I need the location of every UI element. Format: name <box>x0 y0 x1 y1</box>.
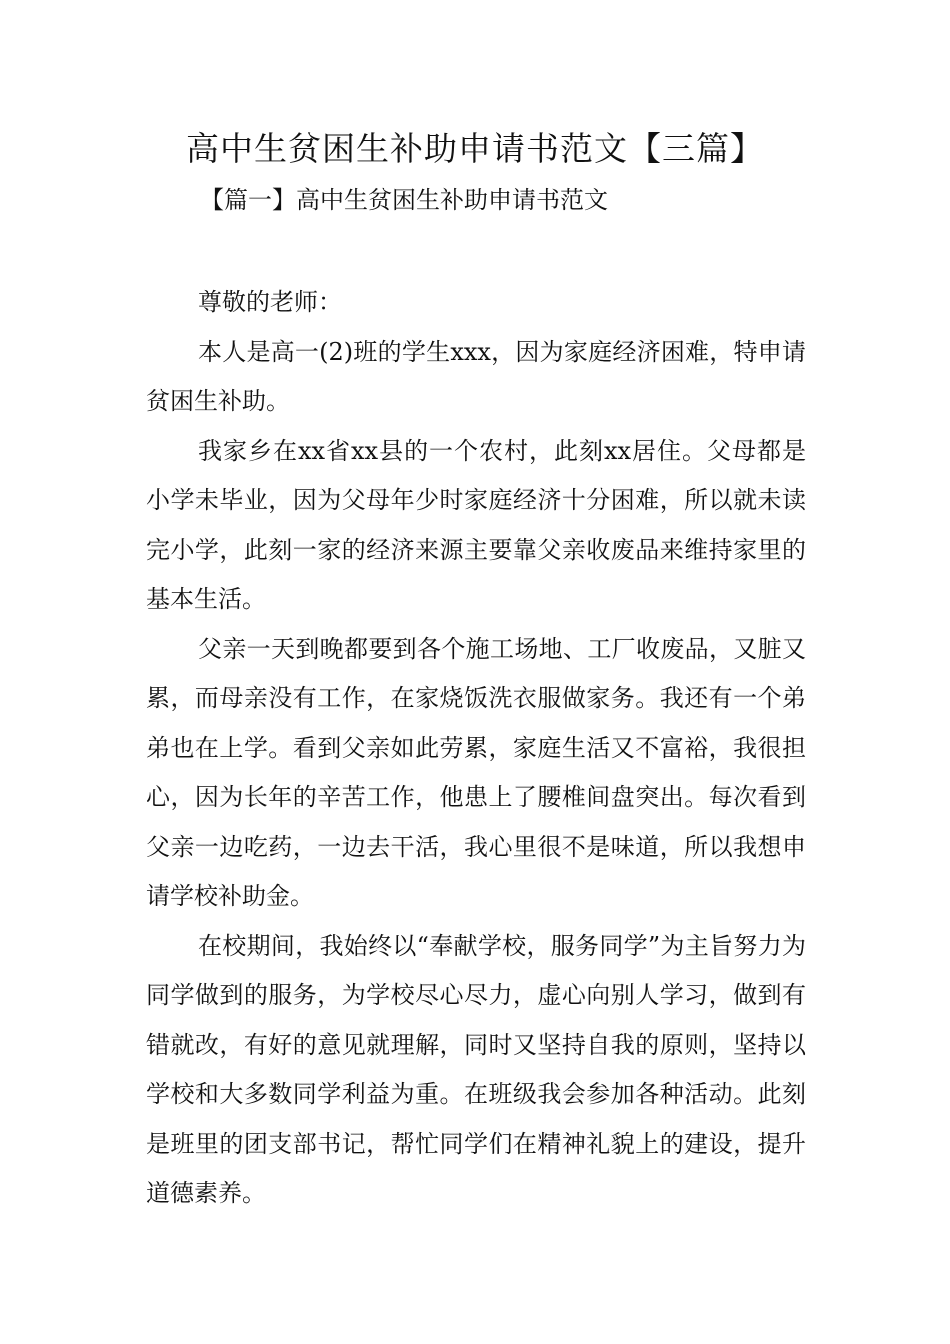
paragraph-1: 本人是高一(2)班的学生xxx，因为家庭经济困难，特申请贫困生补助。 <box>146 337 806 415</box>
paragraph-4: 在校期间，我始终以“奉献学校，服务同学”为主旨努力为同学做到的服务，为学校尽心尽力，虚心向别人学习，做到有错就改，有好的意见就理解，同时又坚持自我的原则，坚持以学校和大多数同学利益为重。在班级我会参加各种活动。此刻是班里的团支部书记，帮忙同学们在精神礼貌上的建设，提升道德素养。 <box>146 931 806 1207</box>
letter-body <box>146 278 806 1219</box>
document-title: 高中生贫困生补助申请书范文【三篇】 <box>186 129 764 168</box>
paragraph-2: 我家乡在xx省xx县的一个农村，此刻xx居住。父母都是小学未毕业，因为父母年少时家庭经济十分困难，所以就未读完小学，此刻一家的经济来源主要靠父亲收废品来维持家里的基本生活。 <box>146 436 806 613</box>
salutation: 尊敬的老师： <box>198 288 342 316</box>
section-heading: 【篇一】高中生贫困生补助申请书范文 <box>200 186 608 214</box>
paragraph-3: 父亲一天到晚都要到各个施工场地、工厂收废品，又脏又累，而母亲没有工作，在家烧饭洗衣服做家务。我还有一个弟弟也在上学。看到父亲如此劳累，家庭生活又不富裕，我很担心，因为长年的辛苦工作，他患上了腰椎间盘突出。每次看到父亲一边吃药，一边去干活，我心里很不是味道，所以我想申请学校补助金。 <box>146 634 806 910</box>
